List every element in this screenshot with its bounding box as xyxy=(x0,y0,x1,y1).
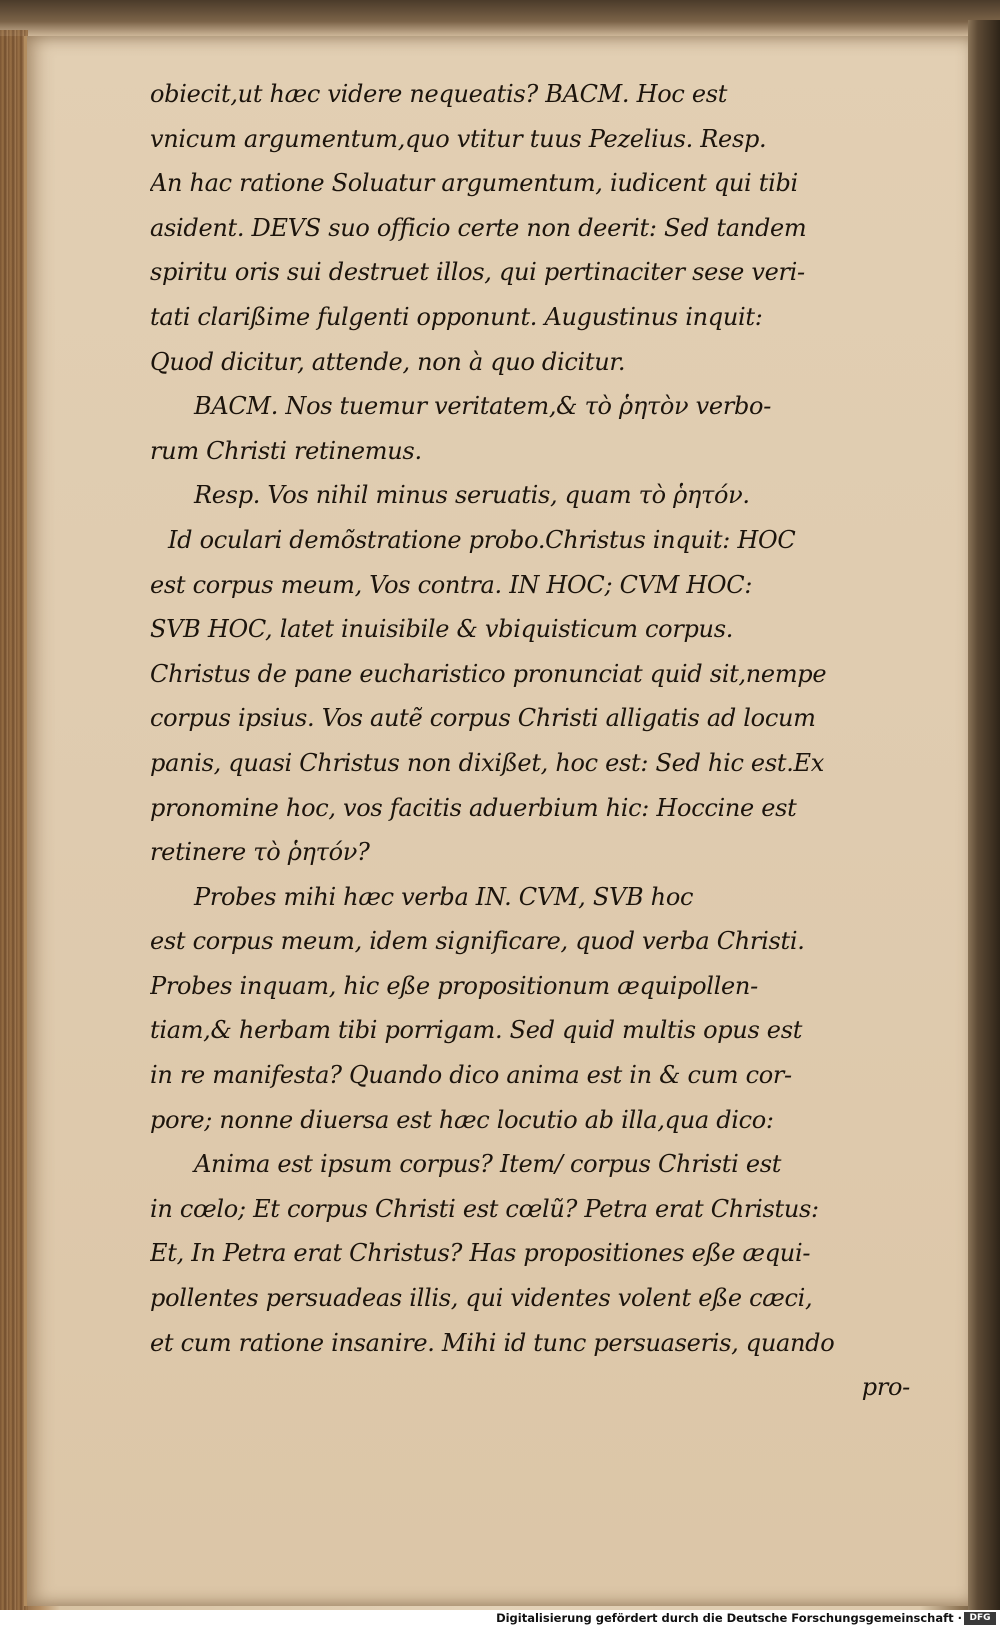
text-line: vnicum argumentum,quo vtitur tuus Pezelius. Resp. xyxy=(150,124,767,153)
text-line: asident. DEVS suo officio certe non deerit: Sed tandem xyxy=(150,213,807,242)
text-line: Anima est ipsum corpus? Item/ corpus Christi est xyxy=(194,1150,782,1179)
text-line: est corpus meum, idem significare, quod verba Christi. xyxy=(150,927,805,956)
text-line: Christus de pane eucharistico pronunciat quid sit,nempe xyxy=(150,659,827,688)
text-line: An hac ratione Soluatur argumentum, iudicent qui tibi xyxy=(150,169,798,198)
text-line: Probes inquam, hic eße propositionum æquipollen- xyxy=(150,971,758,1000)
text-line: rum Christi retinemus. xyxy=(150,436,422,465)
text-line: Et, In Petra erat Christus? Has propositiones eße æqui- xyxy=(150,1239,811,1268)
text-line: est corpus meum, Vos contra. IN HOC; CVM HOC: xyxy=(150,570,753,599)
catchword: pro- xyxy=(861,1373,910,1402)
digitization-footer xyxy=(0,1610,1000,1627)
text-line: retinere τὸ ῥητόν? xyxy=(150,838,370,867)
text-line: Probes mihi hæc verba IN. CVM, SVB hoc xyxy=(194,882,694,911)
dfg-logo: DFG xyxy=(964,1612,996,1625)
text-line: panis, quasi Christus non dixißet, hoc est: Sed hic est.Ex xyxy=(150,748,824,777)
text-line: tiam,& herbam tibi porrigam. Sed quid multis opus est xyxy=(150,1016,803,1045)
text-line: Resp. Vos nihil minus seruatis, quam τὸ ῥητόν. xyxy=(194,481,750,510)
text-line: corpus ipsius. Vos autẽ corpus Christi alligatis ad locum xyxy=(150,704,816,733)
text-line: pollentes persuadeas illis, qui videntes volent eße cæci, xyxy=(150,1284,813,1313)
text-line: et cum ratione insanire. Mihi id tunc persuaseris, quando xyxy=(150,1328,835,1357)
text-line: Quod dicitur, attende, non à quo dicitur. xyxy=(150,347,626,376)
text-line: BACM. Nos tuemur veritatem,& τὸ ῥητὸν verbo- xyxy=(194,392,772,421)
funding-notice: Digitalisierung gefördert durch die Deutsche Forschungsgemeinschaft · xyxy=(496,1611,962,1625)
text-line: SVB HOC, latet inuisibile & vbiquisticum corpus. xyxy=(150,615,734,644)
scan-top-band xyxy=(0,0,1000,36)
text-line: in cœlo; Et corpus Christi est cœlũ? Petra erat Christus: xyxy=(150,1194,819,1223)
page-text xyxy=(150,72,910,1410)
book-spine-edge xyxy=(968,20,1000,1610)
text-line: tati clarißime fulgenti opponunt. Augustinus inquit: xyxy=(150,302,763,331)
text-line: Id oculari demõstratione probo.Christus inquit: HOC xyxy=(168,525,796,554)
text-line: pore; nonne diuersa est hæc locutio ab illa,qua dico: xyxy=(150,1105,774,1134)
text-line: in re manifesta? Quando dico anima est in & cum cor- xyxy=(150,1061,792,1090)
text-line: spiritu oris sui destruet illos, qui pertinaciter sese veri- xyxy=(150,258,805,287)
text-line: obiecit,ut hæc videre nequeatis? BACM. Hoc est xyxy=(150,80,728,108)
text-line: pronomine hoc, vos facitis aduerbium hic: Hoccine est xyxy=(150,793,797,822)
